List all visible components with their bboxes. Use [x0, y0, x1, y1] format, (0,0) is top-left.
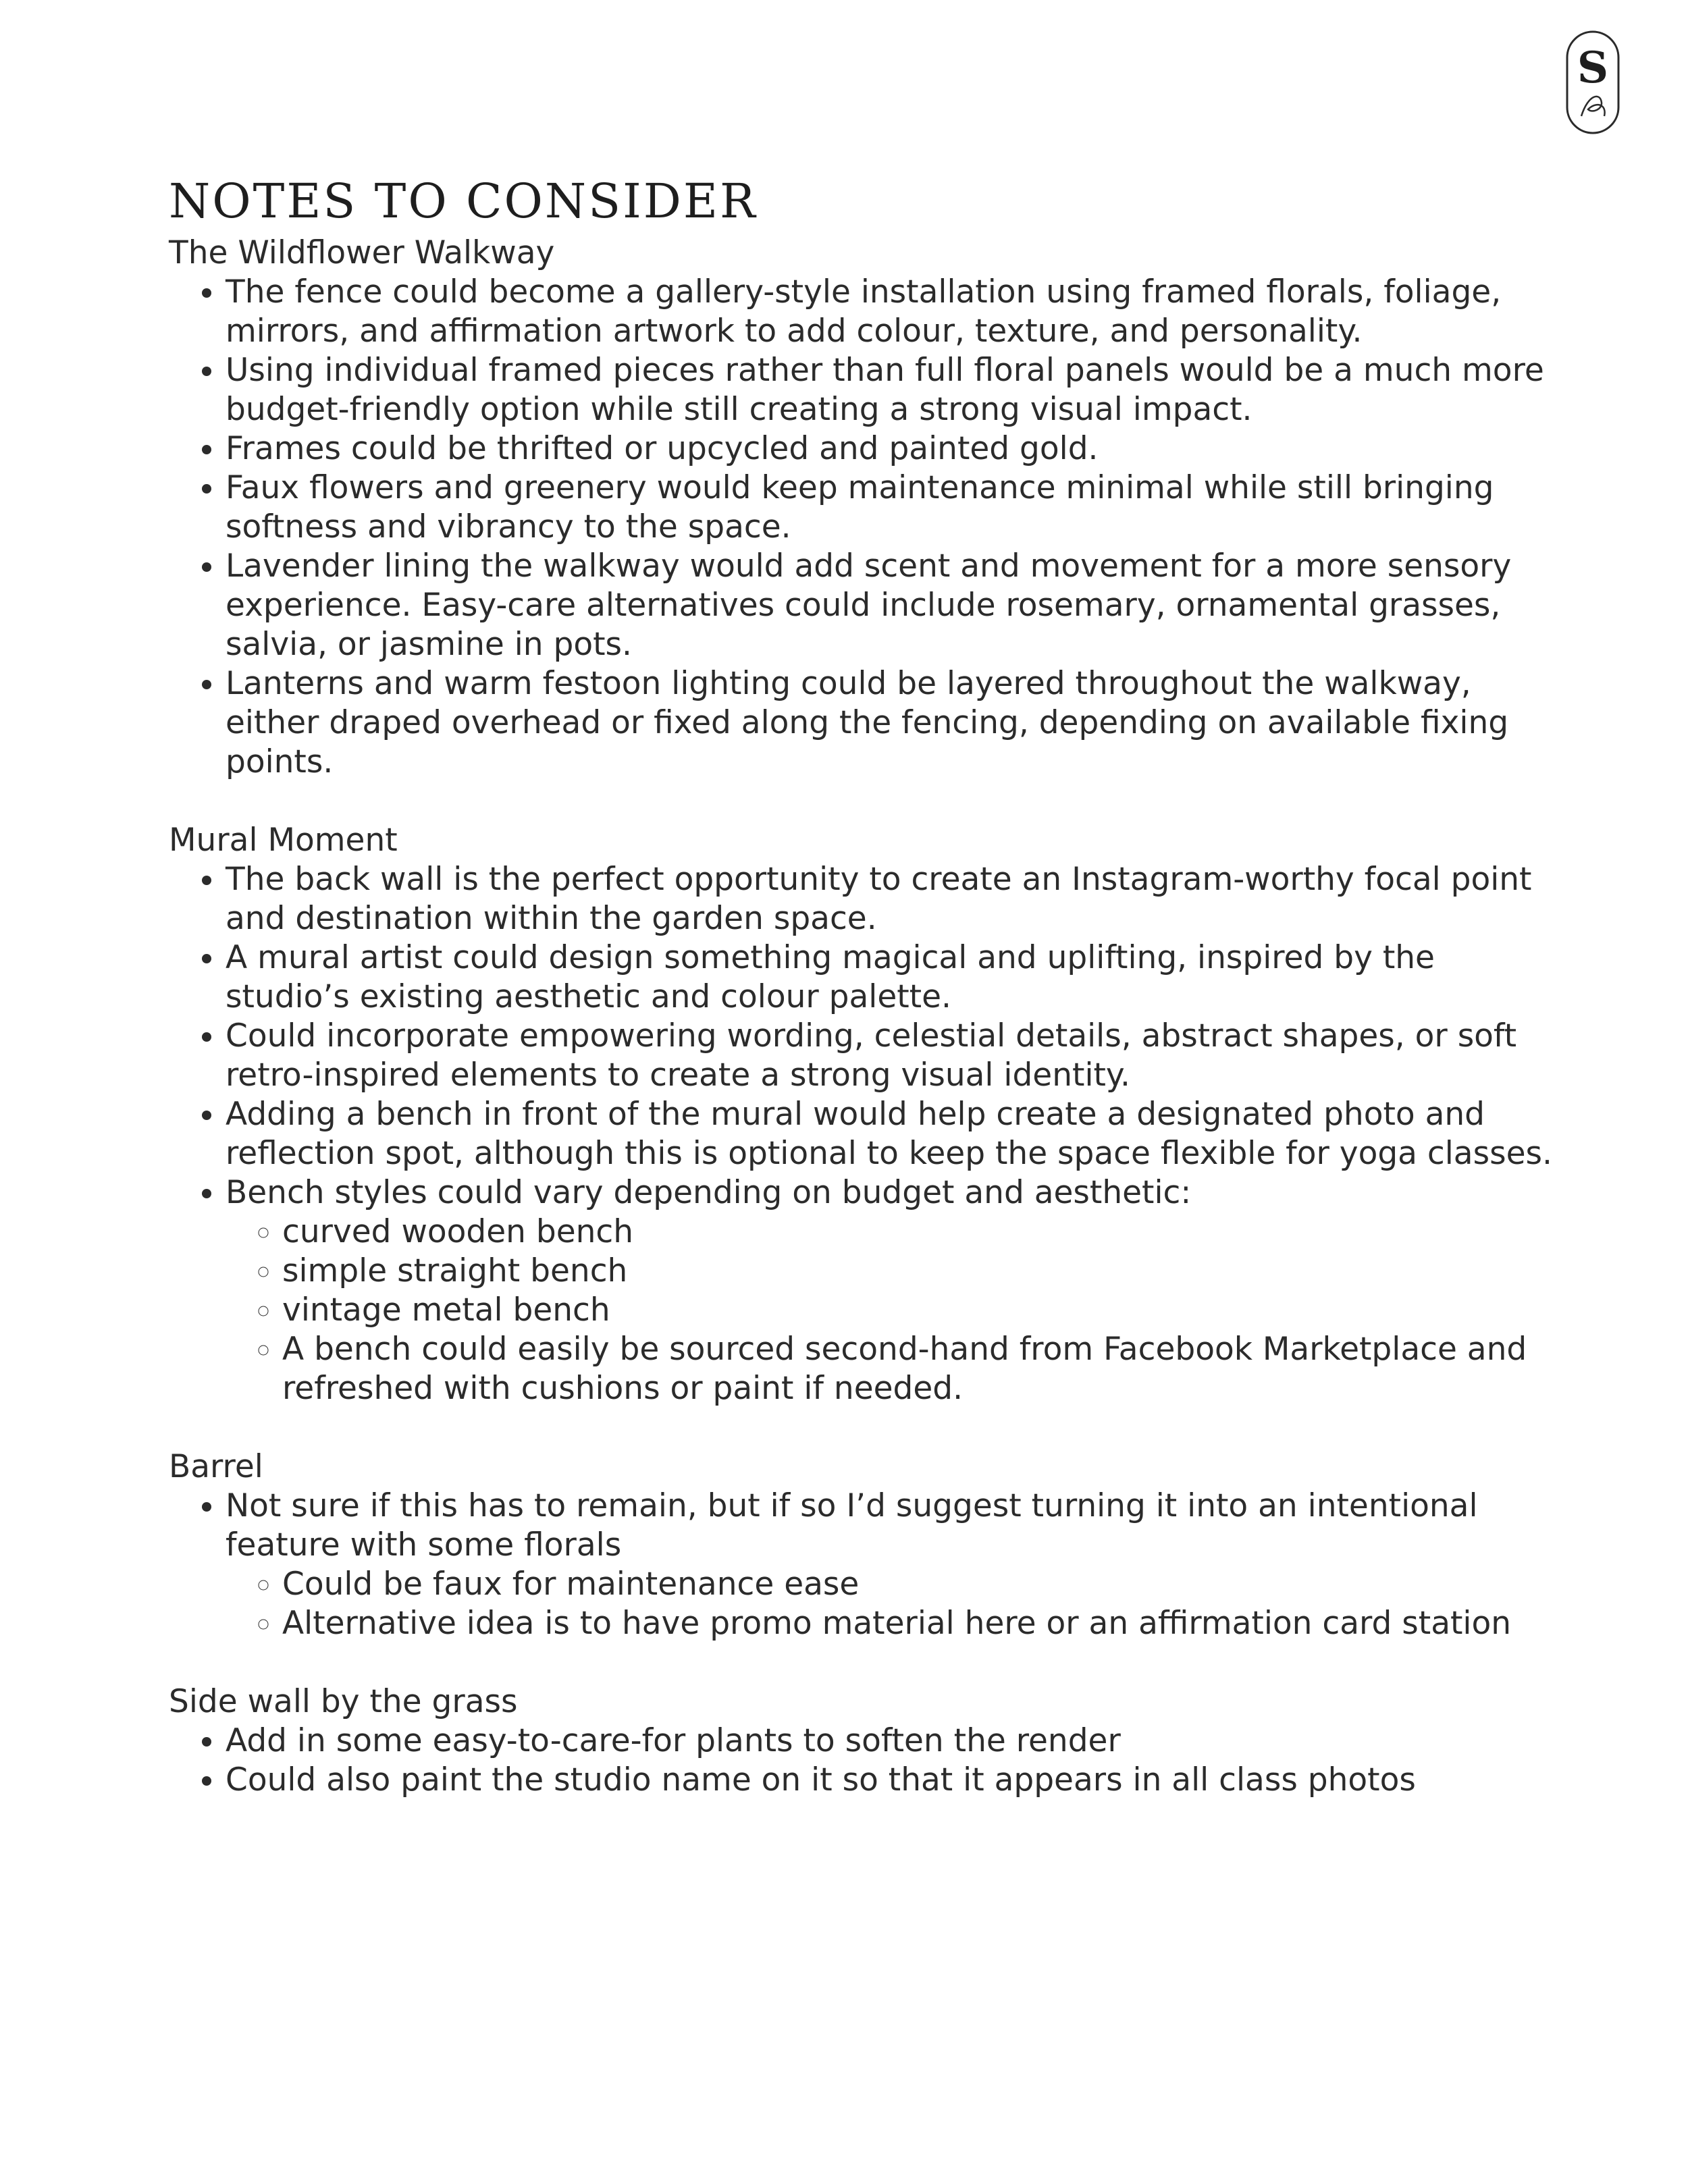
list-item-text: Not sure if this has to remain, but if so I’d suggest turning it into an intentional feature with some florals [226, 1487, 1478, 1564]
section-title: Barrel [169, 1448, 263, 1485]
sub-list-item: ◦ Could be faux for maintenance ease [282, 1565, 1553, 1604]
sub-list-item: ◦ Alternative idea is to have promo material here or an affirmation card station [282, 1604, 1553, 1643]
bullet-list [169, 273, 1553, 782]
section-title: The Wildflower Walkway [169, 234, 555, 271]
section-side-wall [169, 1682, 1553, 1800]
list-item: • The back wall is the perfect opportunity to create an Instagram-worthy focal point and destination within the garden space. [226, 860, 1553, 938]
brand-logo [1565, 30, 1620, 135]
section-title: Side wall by the grass [169, 1683, 518, 1720]
bullet-list [169, 860, 1553, 1408]
section-title: Mural Moment [169, 822, 398, 859]
logo-letter: S [1577, 43, 1609, 93]
sub-list-item: ◦ curved wooden bench [282, 1213, 1553, 1252]
document-body [169, 169, 1553, 1839]
bullet-list [169, 1722, 1553, 1800]
section-mural-moment [169, 821, 1553, 1408]
list-item: • Using individual framed pieces rather than full floral panels would be a much more budget-friendly option while still creating a strong visual impact. [226, 351, 1553, 429]
list-item-with-sublist [226, 1487, 1553, 1643]
page-title: NOTES TO CONSIDER [169, 174, 758, 229]
sub-list-item: ◦ simple straight bench [282, 1252, 1553, 1291]
list-item: • Lavender lining the walkway would add scent and movement for a more sensory experience. Easy-care alternatives could include rosemary, ornamental grasses, salvia, or jasmine in pots. [226, 547, 1553, 664]
sub-list-item: ◦ vintage metal bench [282, 1291, 1553, 1330]
list-item: • A mural artist could design something magical and uplifting, inspired by the studio’s existing aesthetic and colour palette. [226, 938, 1553, 1017]
sub-list-item: ◦ A bench could easily be sourced second-hand from Facebook Marketplace and refreshed with cushions or paint if needed. [282, 1330, 1553, 1408]
list-item: • Faux flowers and greenery would keep maintenance minimal while still bringing softness and vibrancy to the space. [226, 469, 1553, 547]
sub-bullet-list [226, 1565, 1553, 1643]
list-item: • Lanterns and warm festoon lighting could be layered throughout the walkway, either draped overhead or fixed along the fencing, depending on available fixing points. [226, 664, 1553, 782]
list-item: • Could also paint the studio name on it so that it appears in all class photos [226, 1761, 1553, 1800]
list-item: • Add in some easy-to-care-for plants to soften the render [226, 1722, 1553, 1761]
list-item: • The fence could become a gallery-style installation using framed florals, foliage, mirrors, and affirmation artwork to add colour, texture, and personality. [226, 273, 1553, 351]
list-item: • Adding a bench in front of the mural would help create a designated photo and reflection spot, although this is optional to keep the space flexible for yoga classes. [226, 1095, 1553, 1173]
sub-bullet-list [226, 1213, 1553, 1408]
section-wildflower-walkway [169, 234, 1553, 782]
list-item: • Frames could be thrifted or upcycled and painted gold. [226, 429, 1553, 469]
section-barrel [169, 1447, 1553, 1643]
list-item-with-sublist [226, 1173, 1553, 1408]
bullet-list [169, 1487, 1553, 1643]
list-item-text: Bench styles could vary depending on budget and aesthetic: [226, 1174, 1192, 1211]
list-item: • Could incorporate empowering wording, celestial details, abstract shapes, or soft retro-inspired elements to create a strong visual identity. [226, 1017, 1553, 1095]
